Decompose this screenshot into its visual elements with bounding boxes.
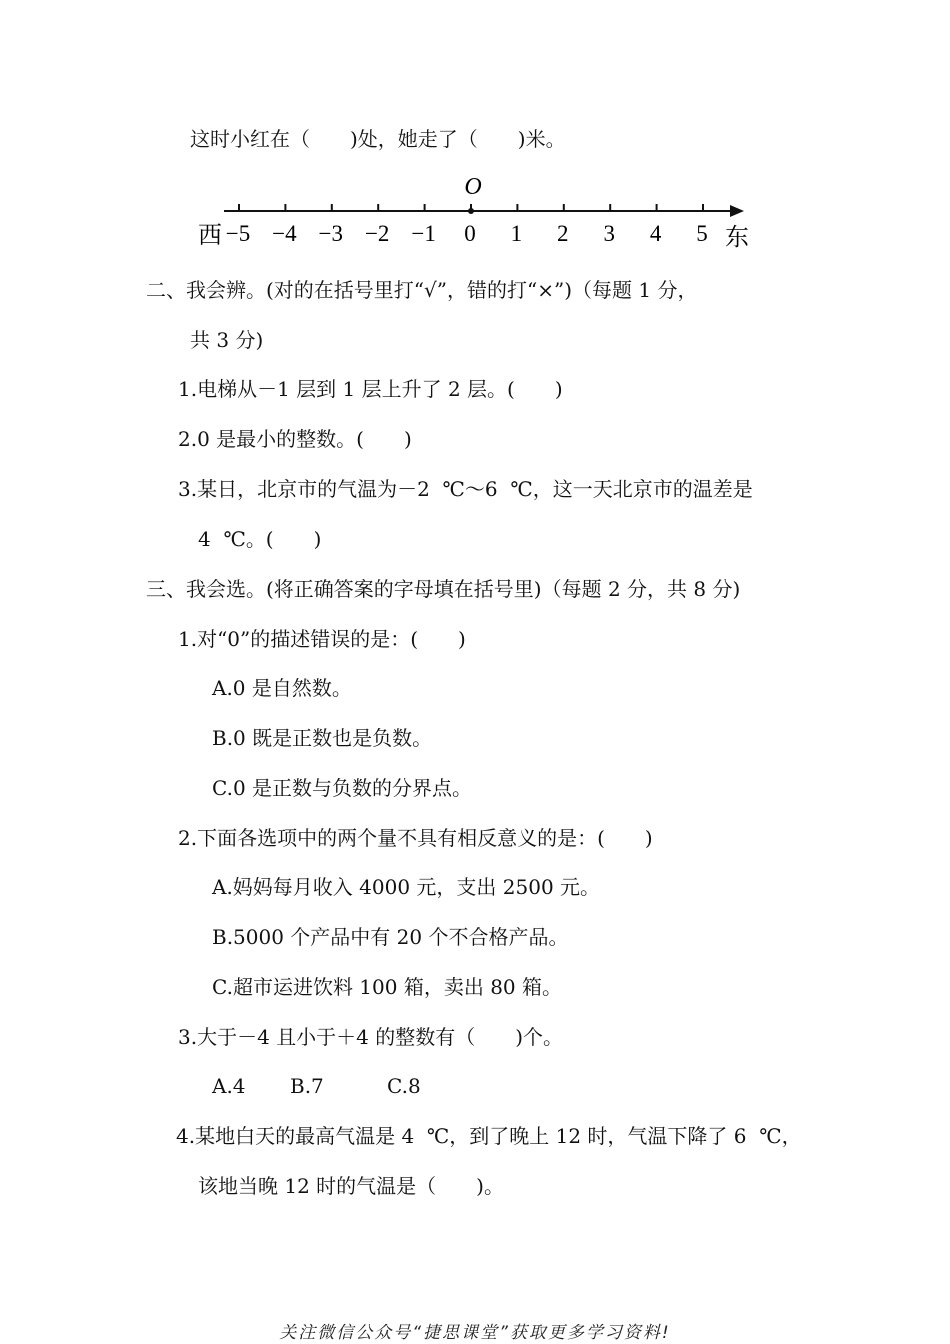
section-2-header-cont: 共 3 分) <box>190 328 264 352</box>
tick-label: 4 <box>649 221 662 246</box>
choice-q3-option-c: C.8 <box>387 1074 421 1098</box>
axis-arrowhead <box>730 205 744 217</box>
tick-label: −3 <box>318 221 344 246</box>
choice-q2-option-b: B.5000 个产品中有 20 个不合格产品。 <box>212 925 569 949</box>
question-1-answer-line: 这时小红在（ )处，她走了（ )米。 <box>190 127 566 151</box>
tick-label: −2 <box>364 221 390 246</box>
choice-q2-option-c: C.超市运进饮料 100 箱，卖出 80 箱。 <box>212 975 562 999</box>
section-2-header: 二、我会辨。(对的在括号里打“√”，错的打“×”)（每题 1 分， <box>146 278 698 302</box>
number-line <box>192 170 762 250</box>
tick-label: 1 <box>510 221 523 246</box>
choice-q2-option-a: A.妈妈每月收入 4000 元，支出 2500 元。 <box>212 875 601 899</box>
section-2-item-2: 2.0 是最小的整数。( ) <box>178 427 412 451</box>
choice-q1-option-b: B.0 既是正数也是负数。 <box>212 726 433 750</box>
tick-labels <box>226 221 708 246</box>
choice-q1-stem: 1.对“0”的描述错误的是：( ) <box>178 627 466 651</box>
origin-label: O <box>464 174 482 200</box>
tick-marks <box>239 204 703 211</box>
choice-q4-stem-cont: 该地当晚 12 时的气温是（ )。 <box>198 1174 504 1198</box>
choice-q3-stem: 3.大于－4 且小于＋4 的整数有（ )个。 <box>178 1025 564 1049</box>
tick-label: −1 <box>411 221 436 246</box>
choice-q3-option-a: A.4 <box>212 1074 246 1098</box>
west-label: 西 <box>198 221 222 249</box>
section-2-item-1: 1.电梯从－1 层到 1 层上升了 2 层。( ) <box>178 377 563 401</box>
choice-q1-option-c: C.0 是正数与负数的分界点。 <box>212 776 473 800</box>
tick-label: −4 <box>272 221 297 246</box>
tick-label: 2 <box>557 221 569 246</box>
tick-label: 5 <box>696 221 708 246</box>
section-2-item-3-cont: 4 ℃。( ) <box>198 527 322 551</box>
choice-q4-stem: 4.某地白天的最高气温是 4 ℃，到了晚上 12 时，气温下降了 6 ℃， <box>176 1124 802 1148</box>
section-3-header: 三、我会选。(将正确答案的字母填在括号里)（每题 2 分，共 8 分) <box>146 577 741 601</box>
tick-label: 0 <box>464 221 476 246</box>
choice-q2-stem: 2.下面各选项中的两个量不具有相反意义的是：( ) <box>178 826 653 850</box>
footer-notice: 关注微信公众号“捷思课堂”获取更多学习资料! <box>279 1323 671 1343</box>
choice-q3-option-b: B.7 <box>290 1074 324 1098</box>
section-2-item-3: 3.某日，北京市的气温为－2 ℃～6 ℃，这一天北京市的温差是 <box>178 477 753 501</box>
tick-label: −5 <box>225 221 251 246</box>
choice-q1-option-a: A.0 是自然数。 <box>212 676 352 700</box>
tick-label: 3 <box>603 221 615 246</box>
east-label: 东 <box>725 223 749 250</box>
